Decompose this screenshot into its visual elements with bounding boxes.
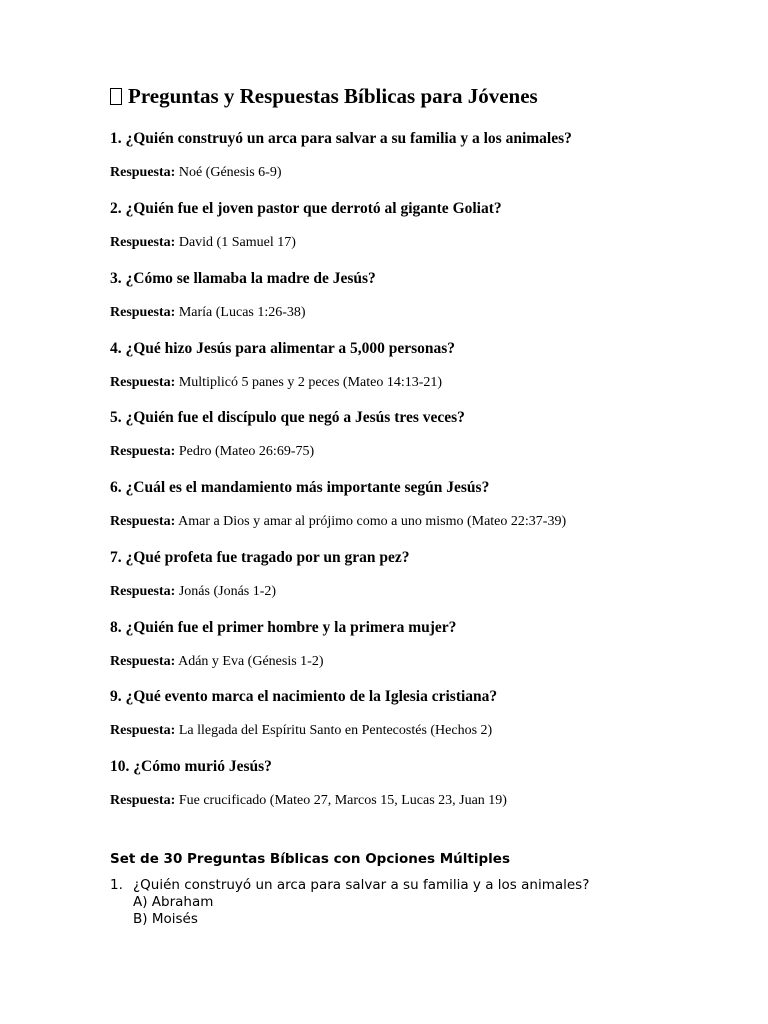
qa-item-2: [110, 199, 730, 252]
multiple-choice-item-1: [110, 877, 590, 928]
answer-label: Respuesta:: [110, 235, 176, 250]
item-question: ¿Quién construyó un arca para salvar a su familia y a los animales?: [133, 877, 590, 893]
answer-label: Respuesta:: [110, 375, 176, 390]
qa-item-9: [110, 687, 730, 740]
answer-text: [110, 443, 730, 461]
qa-item-5: [110, 408, 730, 461]
answer-label: Respuesta:: [110, 165, 176, 180]
item-number: 1.: [110, 877, 123, 893]
multiple-choice-title: Set de 30 Preguntas Bíblicas con Opciones Múltiples: [110, 851, 510, 867]
answer-label: Respuesta:: [110, 584, 176, 599]
answer-value: María (Lucas 1:26-38): [178, 305, 306, 320]
answer-label: Respuesta:: [110, 305, 176, 320]
qa-item-8: [110, 618, 730, 671]
option-b: B) Moisés: [133, 911, 198, 927]
question-text: 3. ¿Cómo se llamaba la madre de Jesús?: [110, 270, 376, 287]
answer-text: [110, 304, 730, 322]
answer-text: [110, 374, 730, 392]
question-text: 7. ¿Qué profeta fue tragado por un gran pez?: [110, 549, 410, 566]
answer-text: [110, 792, 730, 810]
answer-label: Respuesta:: [110, 514, 176, 529]
answer-value: Pedro (Mateo 26:69-75): [178, 444, 315, 459]
page-title: [110, 84, 538, 109]
answer-text: [110, 583, 730, 601]
answer-text: [110, 234, 730, 252]
answer-value: Multiplicó 5 panes y 2 peces (Mateo 14:13-21): [178, 375, 443, 390]
page-title-text: Preguntas y Respuestas Bíblicas para Jóvenes: [128, 84, 538, 108]
missing-glyph-icon: [110, 88, 122, 105]
question-text: 2. ¿Quién fue el joven pastor que derrotó al gigante Goliat?: [110, 200, 502, 217]
question-text: 8. ¿Quién fue el primer hombre y la primera mujer?: [110, 619, 457, 636]
question-text: 10. ¿Cómo murió Jesús?: [110, 758, 272, 775]
qa-item-10: [110, 757, 730, 810]
answer-text: [110, 513, 730, 531]
answer-value: Amar a Dios y amar al prójimo como a uno mismo (Mateo 22:37-39): [178, 514, 567, 529]
answer-text: [110, 653, 730, 671]
qa-item-7: [110, 548, 730, 601]
answer-text: [110, 164, 730, 182]
question-text: 4. ¿Qué hizo Jesús para alimentar a 5,000 personas?: [110, 340, 456, 357]
answer-value: La llegada del Espíritu Santo en Pentecostés (Hechos 2): [178, 723, 493, 738]
answer-value: Noé (Génesis 6-9): [178, 165, 282, 180]
answer-value: David (1 Samuel 17): [178, 235, 296, 250]
answer-label: Respuesta:: [110, 793, 176, 808]
qa-item-3: [110, 269, 730, 322]
answer-value: Jonás (Jonás 1-2): [178, 584, 277, 599]
question-text: 1. ¿Quién construyó un arca para salvar a su familia y a los animales?: [110, 130, 572, 147]
qa-item-4: [110, 339, 730, 392]
answer-text: [110, 722, 730, 740]
answer-label: Respuesta:: [110, 723, 176, 738]
answer-value: Adán y Eva (Génesis 1-2): [178, 654, 324, 669]
answer-label: Respuesta:: [110, 654, 176, 669]
answer-value: Fue crucificado (Mateo 27, Marcos 15, Lucas 23, Juan 19): [178, 793, 507, 808]
question-text: 6. ¿Cuál es el mandamiento más importante según Jesús?: [110, 479, 490, 496]
answer-label: Respuesta:: [110, 444, 176, 459]
qa-item-6: [110, 478, 730, 531]
qa-item-1: [110, 129, 730, 182]
option-a: A) Abraham: [133, 894, 214, 910]
question-text: 9. ¿Qué evento marca el nacimiento de la Iglesia cristiana?: [110, 688, 498, 705]
question-text: 5. ¿Quién fue el discípulo que negó a Jesús tres veces?: [110, 409, 465, 426]
